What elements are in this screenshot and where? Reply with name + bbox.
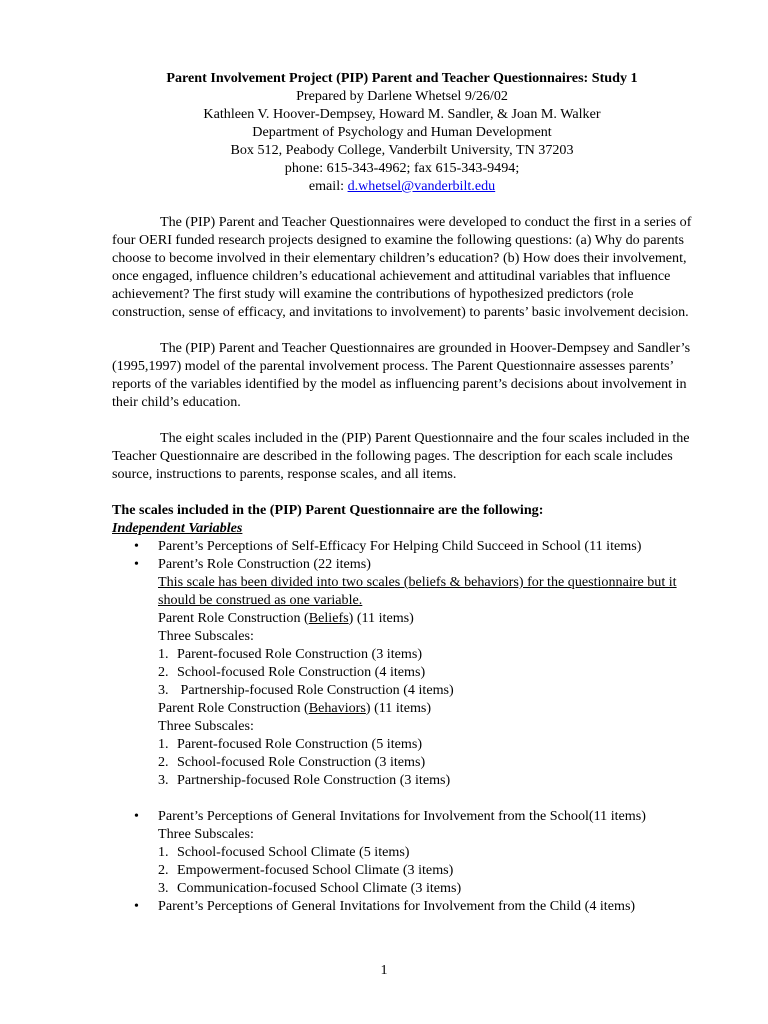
beliefs-subscale-item xyxy=(158,663,692,681)
behaviors-subscales-label: Three Subscales: xyxy=(158,718,254,734)
scales-paragraph: The eight scales included in the (PIP) Parent Questionnaire and the four scales included in the Teacher Questionnaire are described in the following pages. The description for each scale includes source, instructions to parents, response scales, and all items. xyxy=(112,430,690,482)
intro-paragraph: The (PIP) Parent and Teacher Questionnaires were developed to conduct the first in a series of four OERI funded research projects designed to examine the following questions: (a) Why do parents choose to become involved in their elementary children’s education? (b) How does their involvement, once engaged, influence children’s educational achievement and attitudinal variables that influence achievement? The first study will examine the contributions of hypothesized predictors (role construction, sense of efficacy, and invitations to involvement) to parents’ basic involvement decision. xyxy=(112,214,692,320)
beliefs-subscale-item xyxy=(158,681,692,699)
behaviors-label xyxy=(158,699,692,717)
item-number: 2. xyxy=(158,664,169,680)
email-line xyxy=(112,177,692,195)
role-construction-note: This scale has been divided into two scales (beliefs & behaviors) for the questionnaire but it should be construed as one variable. xyxy=(158,574,677,608)
item-text: Parent-focused Role Construction (5 items) xyxy=(177,736,423,752)
address: Box 512, Peabody College, Vanderbilt University, TN 37203 xyxy=(230,142,574,158)
school-subscale-item xyxy=(158,879,692,897)
behaviors-suffix: ) (11 items) xyxy=(365,700,432,716)
school-invitations-label: Parent’s Perceptions of General Invitations for Involvement from the School(11 items) xyxy=(158,808,646,824)
behaviors-subscale-item xyxy=(158,735,692,753)
prepared-by: Prepared by Darlene Whetsel 9/26/02 xyxy=(296,88,508,104)
scales-list xyxy=(112,537,692,915)
behaviors-prefix: Parent Role Construction ( xyxy=(158,700,309,716)
school-subscale-item xyxy=(158,843,692,861)
list-item-school-invitations xyxy=(112,807,692,897)
behaviors-subscale-item xyxy=(158,753,692,771)
item-number: 2. xyxy=(158,754,169,770)
item-number: 2. xyxy=(158,862,169,878)
bullet-icon: • xyxy=(134,898,139,914)
document-title: Parent Involvement Project (PIP) Parent and Teacher Questionnaires: Study 1 xyxy=(166,70,638,86)
scales-heading: The scales included in the (PIP) Parent Questionnaire are the following: xyxy=(112,502,544,518)
beliefs-label xyxy=(158,609,692,627)
item-number: 3. xyxy=(158,682,169,698)
item-number: 3. xyxy=(158,772,169,788)
page-number: 1 xyxy=(380,962,388,978)
list-item-role-construction xyxy=(112,555,692,807)
item-text: Partnership-focused Role Construction (4 items) xyxy=(177,682,454,698)
bullet-icon: • xyxy=(134,556,139,572)
item-number: 1. xyxy=(158,844,169,860)
document-page xyxy=(112,69,692,915)
item-number: 1. xyxy=(158,736,169,752)
beliefs-subscale-item xyxy=(158,645,692,663)
item-number: 1. xyxy=(158,646,169,662)
beliefs-subscales-label: Three Subscales: xyxy=(158,628,254,644)
model-paragraph: The (PIP) Parent and Teacher Questionnaires are grounded in Hoover-Dempsey and Sandler’s (1995,1997) model of the parental involvement process. The Parent Questionnaire assesses parents’ reports of the variables identified by the model as influencing parent’s decisions about involvement in their child’s education. xyxy=(112,340,691,410)
self-efficacy-label: Parent’s Perceptions of Self-Efficacy For Helping Child Succeed in School (11 items) xyxy=(158,538,642,554)
school-subscale-item xyxy=(158,861,692,879)
item-text: School-focused School Climate (5 items) xyxy=(177,844,410,860)
document-header xyxy=(112,69,692,195)
email-label: email: xyxy=(308,178,348,194)
beliefs-prefix: Parent Role Construction ( xyxy=(158,610,309,626)
item-text: Empowerment-focused School Climate (3 items) xyxy=(177,862,454,878)
beliefs-suffix: ) (11 items) xyxy=(348,610,414,626)
behaviors-subscale-item xyxy=(158,771,692,789)
role-construction-label: Parent’s Role Construction (22 items) xyxy=(158,556,371,572)
item-text: Communication-focused School Climate (3 items) xyxy=(177,880,462,896)
beliefs-word: Beliefs xyxy=(308,610,349,626)
bullet-icon: • xyxy=(134,808,139,824)
department: Department of Psychology and Human Development xyxy=(252,124,552,140)
item-text: Partnership-focused Role Construction (3 items) xyxy=(177,772,451,788)
item-text: School-focused Role Construction (3 items) xyxy=(177,754,426,770)
item-text: School-focused Role Construction (4 items) xyxy=(177,664,426,680)
email-link[interactable]: d.whetsel@vanderbilt.edu xyxy=(347,178,496,194)
child-invitations-label: Parent’s Perceptions of General Invitations for Involvement from the Child (4 items) xyxy=(158,898,636,914)
bullet-icon: • xyxy=(134,538,139,554)
item-text: Parent-focused Role Construction (3 items) xyxy=(177,646,423,662)
independent-variables-label: Independent Variables xyxy=(112,520,243,536)
behaviors-word: Behaviors xyxy=(308,700,366,716)
authors: Kathleen V. Hoover-Dempsey, Howard M. Sandler, & Joan M. Walker xyxy=(203,106,601,122)
school-subscales-label: Three Subscales: xyxy=(158,826,254,842)
item-number: 3. xyxy=(158,880,169,896)
list-item-child-invitations xyxy=(112,897,692,915)
phone-fax: phone: 615-343-4962; fax 615-343-9494; xyxy=(284,160,520,176)
list-item-self-efficacy xyxy=(112,537,692,555)
